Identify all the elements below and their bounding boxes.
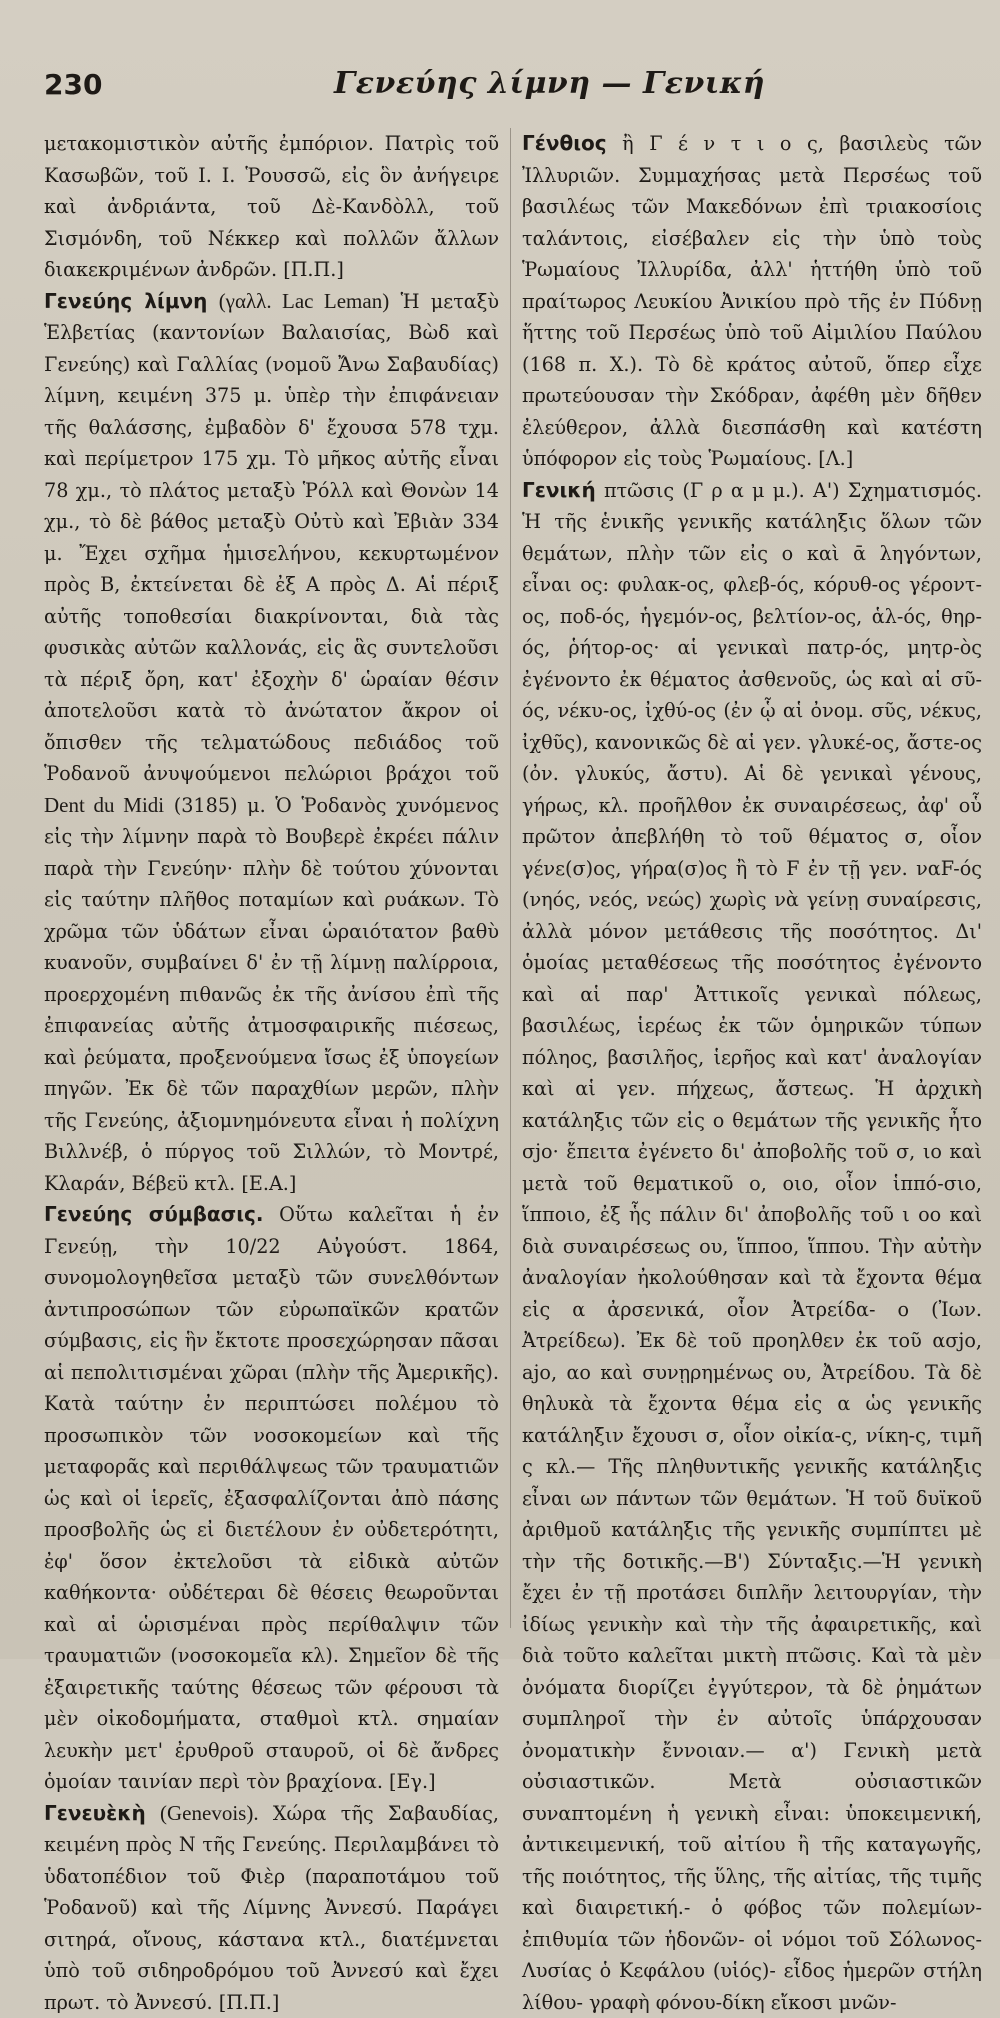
entry-body: Οὕτω καλεῖται ἡ ἐν Γενεύῃ, τὴν 10/22 Αὐγούστ. 1864, συνομολογηθεῖσα μεταξὺ τῶν συνελθόντων ἀντιπροσώπων τῶν εὐρωπαϊκῶν κρατῶν σύμβασις, εἰς ἣν ἔκτοτε προσεχώρησαν πᾶσαι αἱ πεπολιτισμέναι χῶραι (πλὴν τῆς Ἀμερικῆς). Κατὰ ταύτην ἐν περιπτώσει πολέμου τὸ προσωπικὸν τῶν νοσοκομείων καὶ τῆς μεταφορᾶς καὶ περιθάλψεως τῶν τραυματιῶν ὡς καὶ οἱ ἱερεῖς, ἐξασφαλίζονται ἀπὸ πάσης προσβολῆς ὡς εἰ διετέλουν ἐν οὐδετερότητι, ἐφ' ὅσον ἐκτελοῦσι τὰ εἰδικὰ αὐτῶν καθήκοντα· οὐδέτεραι δὲ θέσεις θεωροῦνται καὶ αἱ ὡρισμέναι πρὸς περίθαλψιν τῶν τραυματιῶν (νοσοκομεῖα κλ). Σημεῖον δὲ τῆς ἐξαιρετικῆς ταύτης θέσεως τῶν φέρουσι τὰ μὲν οἰκοδομήματα, σταθμοὶ κτλ. σημαίαν λευκὴν μετ' ἐρυθροῦ σταυροῦ, οἱ δὲ ἄνδρες ὁμοίαν ταινίαν περὶ τὸν βραχίονα. [Εγ.] [44, 1203, 499, 1793]
entry-geneva-lake [44, 286, 499, 1200]
entry-geneva-convention [44, 1199, 499, 1798]
page-header [44, 68, 970, 112]
entry-genitive [522, 475, 982, 2018]
entry-headword: Γένθιος [522, 131, 607, 155]
right-column [522, 128, 982, 1638]
entry-headword: Γενική [522, 478, 596, 502]
entry-body: πτῶσις (Γ ρ α μ μ.). Α') Σχηματισμός. Ἡ τῆς ἑνικῆς γενικῆς κατάληξις ὅλων τῶν θεμάτων, πλὴν τῶν εἰς ο καὶ ᾱ ληγόντων, εἶναι ος: φυλακ-ος, φλεβ-ός, κόρυθ-ος γέροντ-ος, ποδ-ός, ἡγεμόν-ος, βελτίον-ος, ἁλ-ός, θηρ-ός, ῥήτορ-ος· αἱ γενικαὶ πατρ-ός, μητρ-ὸς ἐγένοντο ἐκ θέματος ἀσθενοῦς, ὡς καὶ αἱ σῦ-ός, νέκυ-ος, ἰχθύ-ος (ἐν ᾧ αἱ ὀνομ. σῦς, νέκυς, ἰχθῦς), κανονικῶς δὲ αἱ γεν. γλυκέ-ος, ἄστε-ος (ὀν. γλυκύς, ἄστυ). Αἱ δὲ γενικαὶ γένους, γήρως, κλ. προῆλθον ἐκ συναιρέσεως, ἀφ' οὗ πρῶτον ἀπεβλήθη τὸ τοῦ θέματος σ, οἷον γένε(σ)ος, γήρα(σ)ος ἢ τὸ F ἐν τῇ γεν. ναF-ός (νηός, νεός, νεώς) χωρὶς νὰ γείνῃ συναίρεσις, ἀλλὰ μόνον μετάθεσις τῆς ποσότητος. Δι' ὁμοίας μεταθέσεως τῆς ποσότητος ἐγένοντο καὶ αἱ παρ' Ἀττικοῖς γενικαὶ πόλεως, βασιλέως, ἱερέως ἐκ τῶν ὁμηρικῶν τύπων πόληος, βασιλῆος, ἱερῆος καὶ κατ' ἀναλογίαν καὶ αἱ γεν. πήχεως, ἄστεως. Ἡ ἀρχικὴ κατάληξις τῶν εἰς ο θεμάτων τῆς γενικῆς ἦτο σjο· ἔπειτα ἐγένετο δι' ἀποβολῆς τοῦ σ, ιο καὶ μετὰ τοῦ θεματικοῦ ο, οιο, οἷον ἱππό-σιο, ἵπποιο, ἐξ ἧς πάλιν δι' ἀποβολῆς τοῦ ι οο καὶ διὰ συναιρέσεως ου, ἵπποο, ἵππου. Τὴν αὐτὴν ἀναλογίαν ἠκολούθησαν καὶ τὰ ἔχοντα θέμα εἰς α ἀρσενικά, οἷον Ἀτρείδα- ο (Ἰων. Ἀτρείδεω). Ἐκ δὲ τοῦ προηλθεν ἐκ τοῦ ασjο, ajο, αο καὶ συνῃρημένως ου, Ἀτρείδου. Τὰ δὲ θηλυκὰ τὰ ἔχοντα θέμα εἰς α ὡς γενικῆς κατάληξιν ἔχουσι σ, οἷον οἰκία-ς, νίκη-ς, τιμῆ ς κλ.— Τῆς πληθυντικῆς γενικῆς κατάληξις εἶναι ων πάντων τῶν θεμάτων. Ἡ τοῦ δυϊκοῦ ἀριθμοῦ κατάληξις τῆς γενικῆς συμπίπτει μὲ τὴν τῆς δοτικῆς.—Β') Σύνταξις.—Ἡ γενικὴ ἔχει ἐν τῇ προτάσει διπλῆν λειτουργίαν, τὴν ἰδίως γενικὴν καὶ τὴν τῆς ἀφαιρετικῆς, καὶ διὰ τοῦτο καλεῖται μικτὴ πτῶσις. Καὶ τὰ μὲν ὀνόματα διορίζει ἐγγύτερον, τὰ δὲ ῥημάτων συμπληροῖ τὴν ἐν αὐτοῖς ὑπάρχουσαν ὀνοματικὴν ἔννοιαν.— α') Γενικὴ μετὰ οὐσιαστικῶν. Μετὰ οὐσιαστικῶν συναπτομένη ἡ γενικὴ εἶναι: ὑποκειμενική, ἀντικειμενική, τοῦ αἰτίου ἢ τῆς καταγωγῆς, τῆς ποιότητος, τῆς ὕλης, τῆς αἰτίας, τῆς τιμῆς καὶ διαιρετική.- ὁ φόβος τῶν πολεμίων-ἐπιθυμία τῶν ἡδονῶν- οἱ νόμοι τοῦ Σόλωνος- Λυσίας ὁ Κεφάλου (υἱός)- εἷδος ἡμερῶν στήλη λίθου- γραφὴ φόνου-δίκη εἴκοσι μνῶν- [522, 479, 982, 2014]
entry-genevois [44, 1798, 499, 2018]
entry-body: (3185) μ. Ὁ Ῥοδανὸς χυνόμενος εἰς τὴν λίμνην παρὰ τὸ Βουβερὲ ἐκρέει πάλιν παρὰ τὴν Γενεύην· πλὴν δὲ τούτου χύνονται εἰς ταύτην πλῆθος ποταμίων καὶ ρυάκων. Τὸ χρῶμα τῶν ὑδάτων εἶναι ὡραιότατον βαθὺ κυανοῦν, συμβαίνει δ' ἐν τῇ λίμνῃ παλίρροια, προερχομένη πιθανῶς ἐκ τῆς ἀνίσου ἐπὶ τῆς ἐπιφανείας αὐτῆς ἀτμοσφαιρικῆς πιέσεως, καὶ ῥεύματα, προξενούμενα ἴσως ἐξ ὑπογείων πηγῶν. Ἐκ δὲ τῶν παραχθίων μερῶν, πλὴν τῆς Γενεύης, ἀξιομνημόνευτα εἶναι ἡ πολίχνη Βιλλνέβ, ὁ πύργος τοῦ Σιλλών, τὸ Μοντρέ, Κλαράν, Βέβεϋ κτλ. [Ε.Α.] [44, 794, 499, 1195]
text-columns [44, 128, 984, 1638]
entry-continuation [44, 128, 499, 286]
running-head: Γενεύης λίμνη — Γενική [334, 66, 765, 101]
entry-body: Χώρα τῆς Σαβαυδίας, κειμένη πρὸς Ν τῆς Γενεύης. Περιλαμβάνει τὸ ὑδατοπέδιον τοῦ Φιὲρ (παραποτάμου τοῦ Ῥοδανοῦ) καὶ τῆς Λίμνης Ἀννεσύ. Παράγει σιτηρά, οἴνους, κάστανα κτλ., διατέμνεται ὑπὸ τοῦ σιδηροδρόμου τοῦ Ἀννεσύ καὶ ἔχει πρωτ. τὸ Ἀννεσύ. [Π.Π.] [44, 1802, 499, 2014]
entry-body: Ἡ μεταξὺ Ἑλβετίας (καντονίων Βαλαισίας, Βὼδ καὶ Γενεύης) καὶ Γαλλίας (νομοῦ Ἄνω Σαβαυδίας) λίμνη, κειμένη 375 μ. ὑπὲρ τὴν ἐπιφάνειαν τῆς θαλάσσης, ἐμβαδὸν δ' ἔχουσα 578 τχμ. καὶ περίμετρον 175 χμ. Τὸ μῆκος αὐτῆς εἶναι 78 χμ., τὸ πλάτος μεταξὺ Ῥόλλ καὶ Θονὼν 14 χμ., τὸ δὲ βάθος μεταξὺ Οὐτὺ καὶ Ἐβιὰν 334 μ. Ἔχει σχῆμα ἡμισελήνου, κεκυρτωμένον πρὸς Β, ἐκτείνεται δὲ ἐξ Α πρὸς Δ. Αἱ πέριξ αὐτῆς τοποθεσίαι διακρίνονται, διὰ τὰς φυσικὰς αὐτῶν καλλονάς, εἰς ἃς συντελοῦσι τὰ πέριξ ὄρη, κατ' ἐξοχὴν δ' ὡραίαν θέσιν ἀποτελοῦσι κατὰ τὸ ἀνώτατον ἄκρον οἱ ὄπισθεν τῆς τελματώδους πεδιάδος τοῦ Ῥοδανοῦ ἀνυψούμενοι πελώριοι βράχοι τοῦ [44, 290, 499, 786]
entry-body: ἢ Γ έ ν τ ι ο ς, βασιλεὺς τῶν Ἰλλυριῶν. Συμμαχήσας μετὰ Περσέως τοῦ βασιλέως τῶν Μακεδόνων ἐπὶ τριακοσίοις ταλάντοις, εἰσέβαλεν εἰς τὴν ὑπὸ τοὺς Ῥωμαίους Ἰλλυρίδα, ἀλλ' ἡττήθη ὑπὸ τοῦ πραίτωρος Λευκίου Ἀνικίου πρὸ τῆς ἐν Πύδνῃ ἥττης τοῦ Περσέως ὑπὸ τοῦ Αἰμιλίου Παύλου (168 π. Χ.). Τὸ δὲ κράτος αὐτοῦ, ὅπερ εἶχε πρωτεύουσαν τὴν Σκόδραν, ἀφέθη μὲν δῆθεν ἐλεύθερον, ἀλλὰ διεσπάσθη καὶ κατέστη ὑπόφορον εἰς τοὺς Ῥωμαίους. [Λ.] [522, 132, 982, 470]
continuation-text: μετακομιστικὸν αὐτῆς ἐμπόριον. Πατρὶς τοῦ Κασωβῶν, τοῦ Ι. Ι. Ῥουσσῶ, εἰς ὃν ἀνήγειρε καὶ ἀνδριάντα, τοῦ Δὲ-Κανδὸλλ, τοῦ Σισμόνδη, τοῦ Νέκκερ καὶ πολλῶν ἄλλων διακεκριμένων ἀνδρῶν. [Π.Π.] [44, 132, 499, 281]
entry-genthios [522, 128, 982, 475]
entry-latin-name: (γαλλ. Lac Leman) [219, 289, 390, 313]
entry-latin-name: (Genevois). [160, 1801, 259, 1825]
column-divider [510, 128, 511, 1628]
entry-latin-name: Dent du Midi [44, 793, 164, 817]
left-column [44, 128, 499, 1638]
page-number: 230 [44, 68, 102, 101]
entry-headword: Γενεύης λίμνη [44, 289, 207, 313]
entry-headword: Γενεύης σύμβασις. [44, 1202, 263, 1226]
entry-headword: Γενευὲκὴ [44, 1801, 146, 1825]
